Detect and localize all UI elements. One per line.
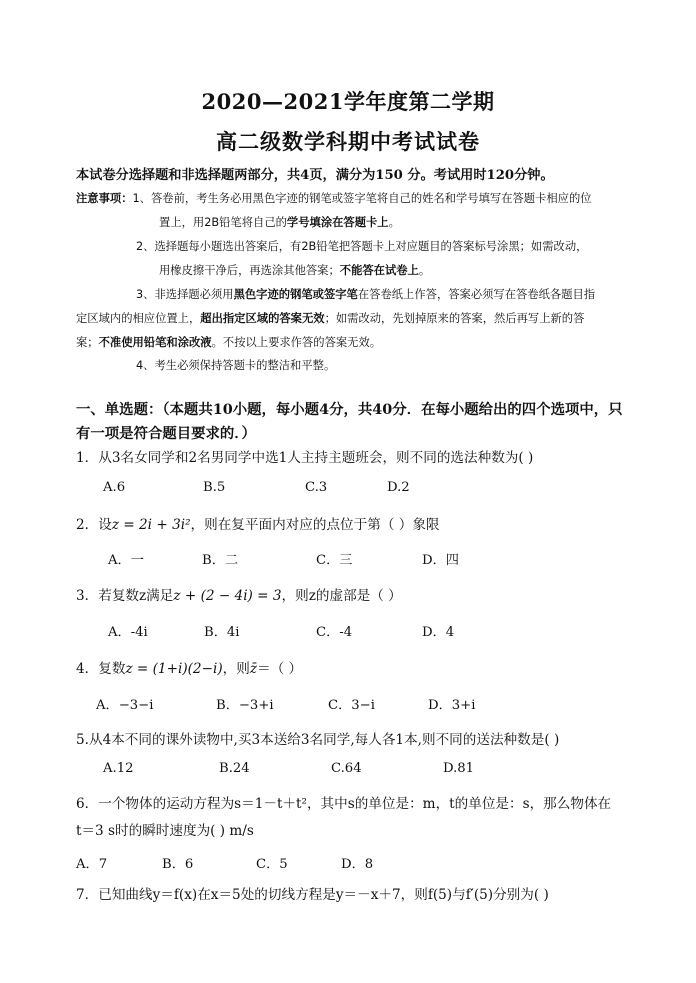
question-3-options	[0, 621, 696, 639]
q3-option-d: D．4	[422, 625, 455, 640]
q3-option-c: C．-4	[316, 625, 353, 640]
note-2-line-2: 用橡皮擦干净后，再选涂其他答案；不能答在试卷上。	[159, 264, 431, 277]
notes-label: 注意事项：	[76, 192, 133, 205]
note-3-line-2: 定区域内的相应位置上，超出指定区域的答案无效；如需改动，先划掉原来的答案，然后再写上新的答	[76, 312, 585, 325]
question-6-options	[0, 853, 696, 871]
q4-option-d: D．3+i	[428, 698, 476, 713]
question-6-stem-line-1: 6．一个物体的运动方程为s＝1－t＋t²，其中s的单位是：m，t的单位是：s，那么物体在	[76, 796, 612, 812]
exam-intro: 本试卷分选择题和非选择题两部分，共4页，满分为150 分。考试用时120分钟。	[76, 168, 554, 183]
section-1-heading-line-2: 有一项是符合题目要求的．）	[76, 425, 256, 442]
q1-option-b: B.5	[203, 480, 226, 495]
note-1-line-1: 注意事项：1、答卷前，考生务必用黑色字迹的钢笔或签字笔将自己的姓名和学号填写在答题卡相应的位	[76, 192, 592, 205]
q4-option-c: C．3−i	[328, 698, 375, 713]
q4-option-a: A．−3−i	[96, 698, 154, 713]
q1-option-d: D.2	[387, 480, 410, 495]
exam-title: 高二级数学科期中考试试卷	[216, 129, 480, 154]
q4-option-b: B．−3+i	[216, 698, 274, 713]
q6-option-b: B．6	[162, 857, 194, 872]
q3-formula: z + (2 − 4i) = 3	[173, 588, 282, 604]
q4-formula: z = (1+i)(2−i)	[125, 661, 223, 677]
q3-option-b: B．4i	[204, 625, 240, 640]
question-2-stem: 2．设z = 2i + 3i²，则在复平面内对应的点位于第（ ）象限	[76, 517, 440, 533]
q6-option-d: D．8	[341, 857, 374, 872]
q2-option-b: B．二	[202, 553, 239, 568]
question-5-options	[0, 761, 696, 779]
q5-option-b: B.24	[219, 761, 250, 776]
q4-conjugate: z̄	[249, 661, 257, 677]
q3-option-a: A．-4i	[108, 625, 148, 640]
question-2-options	[0, 549, 696, 567]
q5-option-d: D.81	[443, 761, 475, 776]
q1-option-a: A.6	[103, 480, 126, 495]
question-6-stem-line-2: t＝3 s时的瞬时速度为( ) m/s	[76, 823, 254, 839]
exam-title-year: 2020—2021学年度第二学期	[201, 89, 495, 114]
q2-option-d: D．四	[422, 553, 459, 568]
q5-option-c: C.64	[331, 761, 362, 776]
note-3-line-3: 案；不准使用铅笔和涂改液。不按以上要求作答的答案无效。	[76, 336, 382, 349]
question-4-stem: 4．复数z = (1+i)(2−i)，则z̄＝（ ）	[76, 661, 303, 677]
question-4-options	[0, 694, 696, 712]
q2-option-c: C．三	[316, 553, 353, 568]
question-1-options	[0, 480, 696, 498]
question-5-stem: 5.从4本不同的课外读物中,买3本送给3名同学,每人各1本,则不同的送法种数是( )	[76, 732, 560, 748]
section-1-heading-line-1: 一、单选题：（本题共10小题，每小题4分，共40分．在每小题给出的四个选项中，只	[76, 401, 623, 418]
q2-formula: z = 2i + 3i²	[111, 517, 191, 533]
q1-option-c: C.3	[305, 480, 328, 495]
question-7-stem: 7．已知曲线y＝f(x)在x＝5处的切线方程是y＝－x＋7，则f(5)与f′(5)分别为( )	[76, 887, 549, 903]
note-2-line-1: 2、选择题每小题选出答案后，有2B铅笔把答题卡上对应题目的答案标号涂黑；如需改动，	[136, 240, 588, 253]
q2-option-a: A．一	[108, 553, 144, 568]
question-1-stem: 1．从3名女同学和2名男同学中选1人主持主题班会，则不同的选法种数为( )	[76, 450, 534, 466]
q6-option-c: C．5	[256, 857, 288, 872]
note-3-line-1: 3、非选择题必须用黑色字迹的钢笔或签字笔在答卷纸上作答，答案必须写在答卷纸各题目指	[136, 288, 596, 301]
note-4: 4、考生必须保持答题卡的整洁和平整。	[136, 359, 336, 372]
question-3-stem: 3．若复数z满足z + (2 − 4i) = 3，则z的虚部是（ ）	[76, 588, 402, 604]
note-1-line-2: 置上，用2B铅笔将自己的学号填涂在答题卡上。	[159, 216, 400, 229]
q5-option-a: A.12	[103, 761, 134, 776]
q6-option-a: A．7	[76, 857, 108, 872]
